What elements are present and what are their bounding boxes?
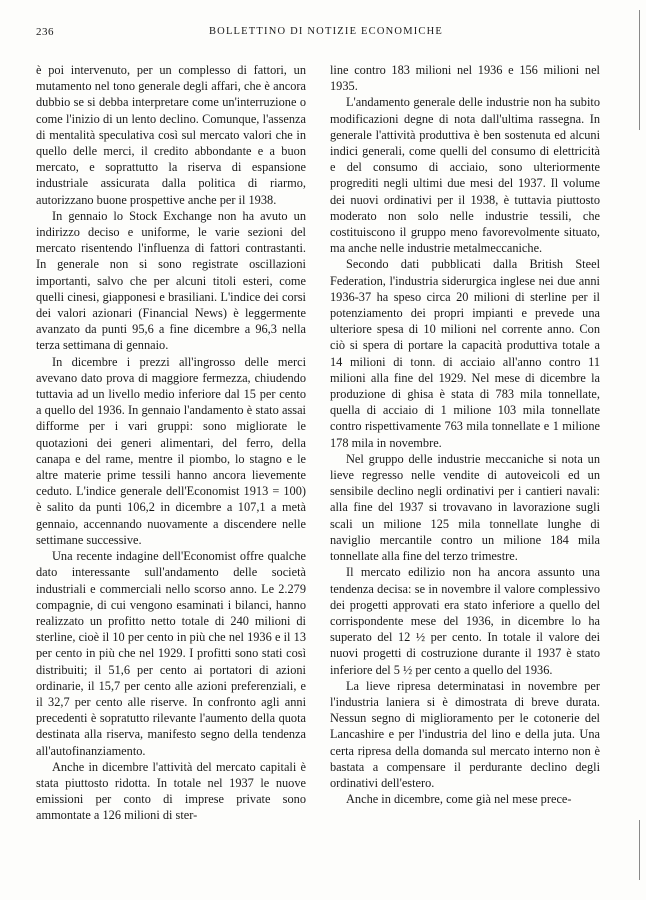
paragraph: In gennaio lo Stock Exchange non ha avuto un indirizzo deciso e uniforme, le varie sezioni del mercato risentendo l'influenza di fattori contrastanti. In generale non si sono registrate oscillazioni importanti, salvo che per alcuni titoli esteri, come quelli cinesi, giapponesi e brasiliani. L'indice dei corsi dei valori azionari (Financial News) è leggermente avanzato da punti 95,6 a fine dicembre a 96,3 nella terza settimana di gennaio.	[36, 208, 306, 353]
paragraph: Il mercato edilizio non ha ancora assunto una tendenza decisa: se in novembre il valore complessivo dei progetti approvati era stato inferiore a quello del corrispondente mese del 1936, in dicembre lo ha superato del 12 ½ per cento. In totale il valore dei nuovi progetti di costruzione durante il 1937 è stato inferiore del 5 ½ per cento a quello del 1936.	[330, 565, 600, 677]
running-title: BOLLETTINO DI NOTIZIE ECONOMICHE	[208, 26, 444, 37]
paragraph: Secondo dati pubblicati dalla British Steel Federation, l'industria siderurgica inglese nei due anni 1936-37 ha speso circa 20 milioni di sterline per il potenziamento dei propri impianti e prevede una ulteriore spesa di 10 milioni nel corrente anno. Con ciò si spera di portare la capacità produttiva totale a 14 milioni di tonn. di acciaio all'anno contro 11 milioni alla fine del 1929. Nel mese di dicembre la produzione di ghisa è stata di 783 mila tonnellate, quella di acciaio di 1 milione 103 mila tonnellate contro rispettivamente 763 mila tonnellate e 1 milione 178 mila in novembre.	[330, 257, 600, 450]
page-number: 236	[36, 26, 54, 38]
left-column	[36, 62, 306, 824]
paragraph: L'andamento generale delle industrie non ha subito modificazioni degne di nota dall'ultima rassegna. In generale l'attività produttiva è ben sostenuta ed alcuni indici generali, come quelli del consumo di elettricità e del consumo di acciaio, sono ulteriormente progrediti negli ultimi due mesi del 1937. Il volume dei nuovi ordinativi per il 1938, è tuttavia piuttosto moderato non solo nelle industrie tessili, che costituiscono il gruppo meno favorevolmente situato, ma anche nelle industrie metalmeccaniche.	[330, 95, 600, 256]
paragraph: Nel gruppo delle industrie meccaniche si nota un lieve regresso nelle vendite di autoveicoli ed un sensibile declino negli ordinativi per i cantieri navali: alla fine del 1937 si trovavano in lavorazione sugli scali un milione 125 mila tonnellate lunghe di naviglio mercantile contro un milione 184 mila tonnellate alla fine del terzo trimestre.	[330, 451, 600, 564]
paragraph: Anche in dicembre, come già nel mese prece-	[346, 792, 572, 807]
paragraph: In dicembre i prezzi all'ingrosso delle merci avevano dato prova di maggiore fermezza, chiudendo tuttavia ad un livello medio inferiore dal 15 per cento a quello del 1936. In gennaio l'andamento è stato assai difforme per i vari gruppi: sono migliorate le quotazioni dei generi alimentari, del ferro, della canapa e del rame, mentre il piombo, lo stagno e le altre materie prime tessili hanno ancora lievemente ceduto. L'indice generale dell'Economist 1913 = 100) è salito da punti 106,2 in dicembre a 107,1 a metà gennaio, accennando nuovamente a discendere nelle settimane successive.	[36, 354, 306, 547]
page-header	[36, 26, 616, 44]
right-column	[330, 62, 600, 807]
paragraph: è poi intervenuto, per un complesso di fattori, un mutamento nel tono generale degli affari, che è ancora dubbio se si debba interpretare come un'interruzione o come l'inizio di un lento declino. Comunque, l'assenza di mentalità speculativa così sul mercato valori che in quello delle merci, il credito abbondante e a buon mercato, e soprattutto la riserva di espansione industriale assicurata dalla politica di riarmo, autorizzano buone prospettive anche per il 1938.	[36, 63, 306, 207]
paragraph: La lieve ripresa determinatasi in novembre per l'industria laniera si è dimostrata di breve durata. Nessun segno di miglioramento per le cotonerie del Lancashire e per l'industria del lino e della juta. Una certa ripresa della domanda sul mercato interno non è bastata a compensare il perdurante declino degli ordinativi dell'estero.	[330, 678, 600, 790]
paragraph: line contro 183 milioni nel 1936 e 156 milioni nel 1935.	[330, 63, 600, 94]
scan-edge-mark	[639, 10, 640, 130]
paragraph: Anche in dicembre l'attività del mercato capitali è stata piuttosto ridotta. In totale nel 1937 le nuove emissioni per conto di imprese private sono ammontate a 126 milioni di ster-	[36, 759, 306, 823]
paragraph: Una recente indagine dell'Economist offre qualche dato interessante sull'andamento delle società industriali e commerciali nello scorso anno. Le 2.279 compagnie, di cui vengono esaminati i bilanci, hanno realizzato un profitto netto totale di 240 milioni di sterline, cioè il 10 per cento in più che nel 1936 e il 13 per cento in più che nel 1929. I profitti sono stati così distribuiti; il 51,6 per cento ai portatori di azioni ordinarie, il 15,7 per cento alle azioni preferenziali, e il 32,7 per cento alle riserve. In confronto agli anni precedenti è sopratutto rilevante l'aumento della quota destinata alla riserva, manifesto segno della tendenza all'autofinanziamento.	[36, 549, 306, 758]
scan-edge-mark	[639, 820, 640, 880]
